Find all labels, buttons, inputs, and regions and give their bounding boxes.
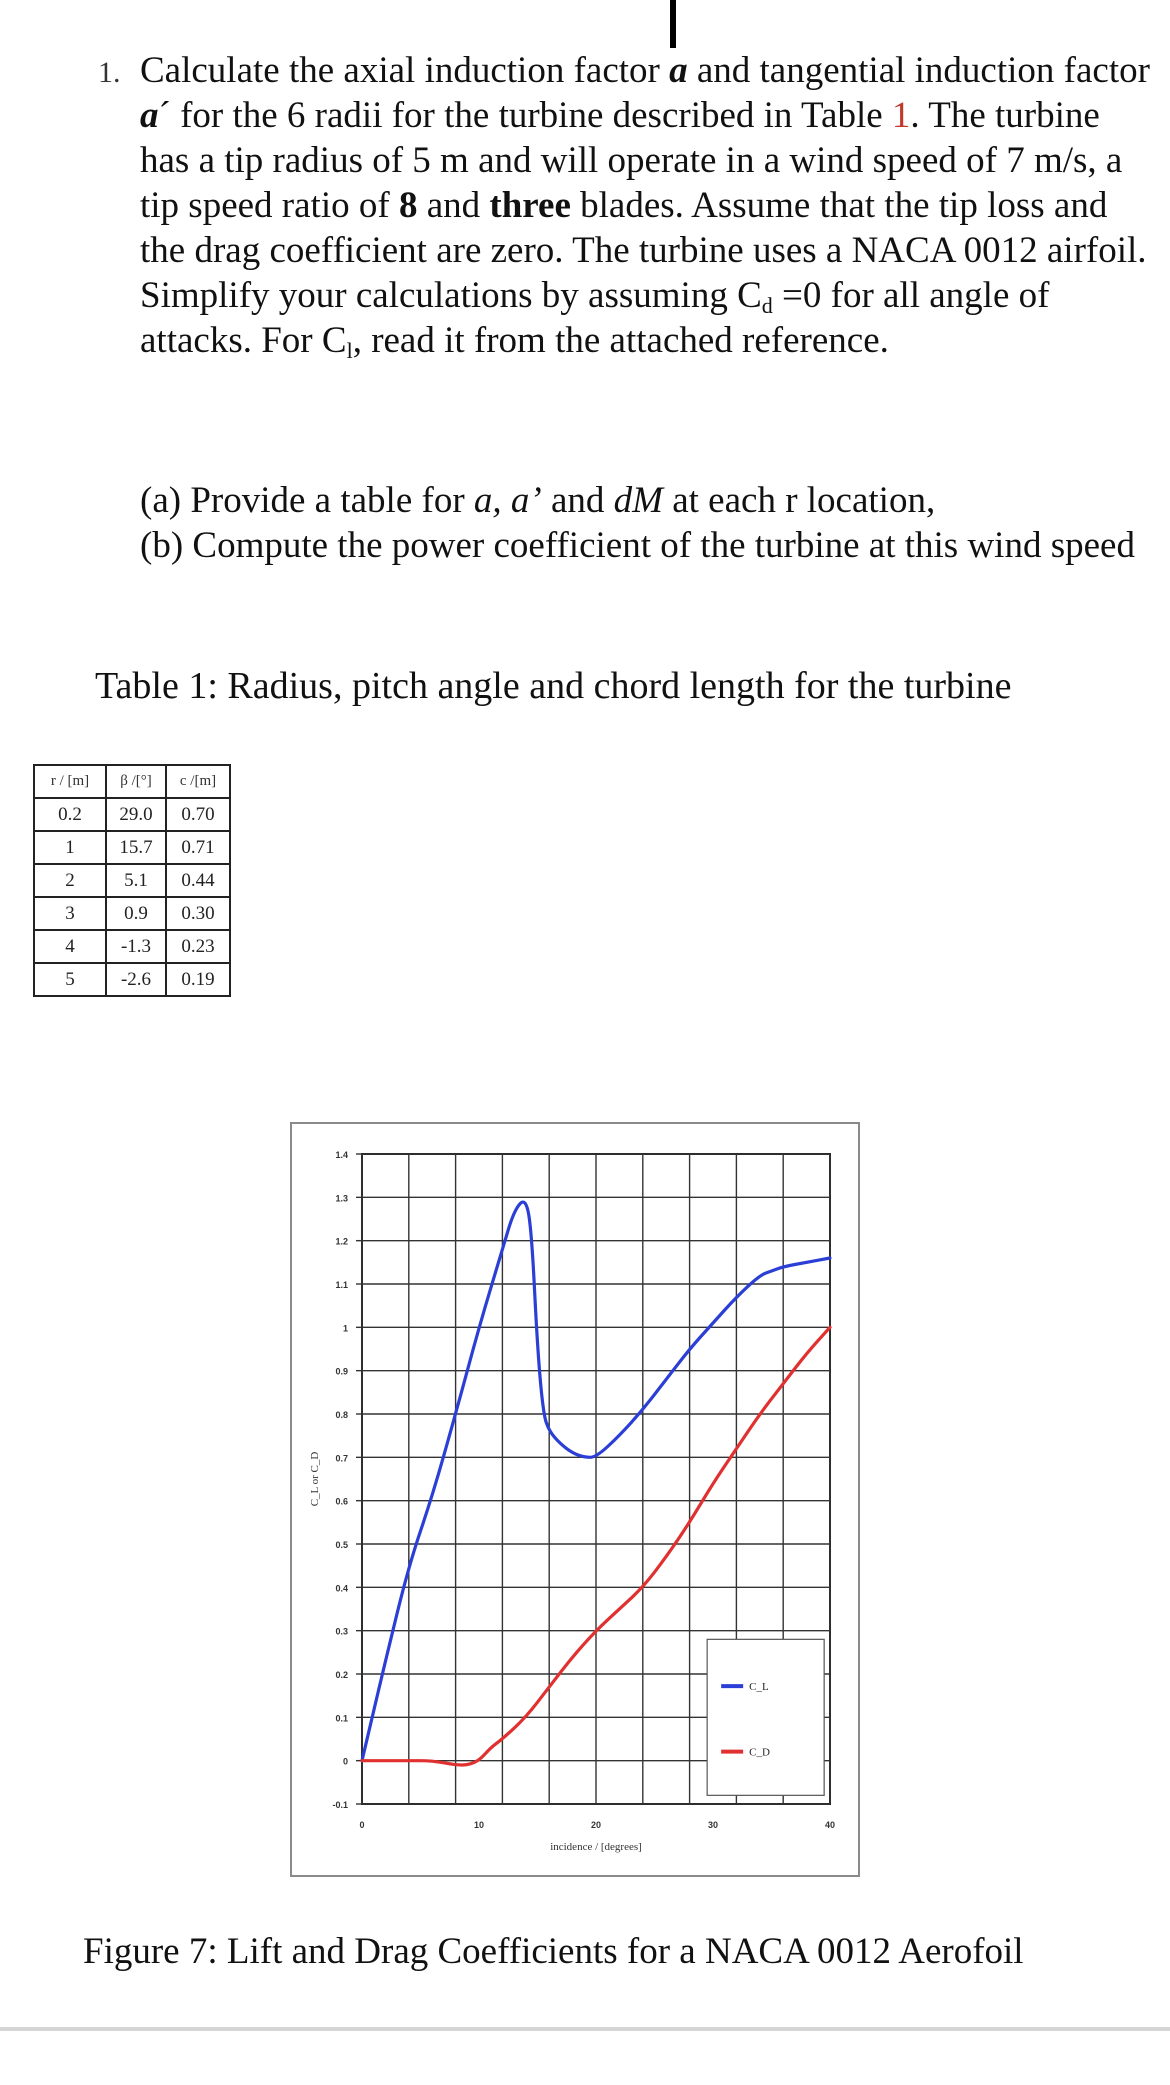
turbine-table [33, 764, 231, 997]
part-a-dm: dM [613, 480, 663, 521]
question-text-part: and tangential induction factor [687, 50, 1150, 91]
table-cell: 4 [34, 930, 106, 963]
table-header-chord: c /[m] [166, 765, 230, 798]
table-cell: 0.9 [106, 897, 166, 930]
tip-speed-ratio-value: 8 [398, 185, 418, 226]
table-cell: 1 [34, 831, 106, 864]
y-tick-label: 0.4 [335, 1583, 348, 1594]
table-cell: 0.71 [166, 831, 230, 864]
table-row [34, 831, 230, 864]
table-cell: 5 [34, 963, 106, 996]
y-axis-label: C_L or C_D [309, 1451, 321, 1507]
table-row [34, 864, 230, 897]
y-tick-label: 0.9 [335, 1366, 348, 1377]
question-text-part: for the 6 radii for the turbine described in Table [170, 95, 892, 136]
question-number: 1. [98, 56, 121, 89]
y-tick-label: -0.1 [332, 1800, 348, 1810]
table-cell: 2 [34, 864, 106, 897]
x-tick-label: 20 [590, 1820, 602, 1830]
table-cell: 0.70 [166, 798, 230, 831]
chart-canvas [292, 1124, 862, 1879]
y-tick-label: 0.3 [335, 1626, 348, 1637]
y-tick-label: 1.3 [335, 1193, 348, 1204]
y-tick-label: 0 [342, 1756, 348, 1767]
y-tick-label: 1 [342, 1323, 348, 1334]
var-a-prime: a [140, 95, 159, 136]
table-cell: -2.6 [106, 963, 166, 996]
table-cell: 0.19 [166, 963, 230, 996]
y-tick-label: 1.4 [335, 1150, 348, 1160]
table-header-pitch: β /[°] [106, 765, 166, 798]
table-row [34, 897, 230, 930]
table-cell: 0.2 [34, 798, 106, 831]
question-text [140, 48, 1158, 363]
question-text-part: . The turbine has a tip radius of 5 m and will operate in a wind speed of 7 m/s, a tip speed ratio of [140, 95, 1123, 226]
table-reference-link[interactable]: 1 [891, 95, 911, 136]
prime-mark: ´ [158, 95, 171, 136]
legend-label: C_D [749, 1746, 770, 1759]
question-text-part: Calculate the axial induction factor [140, 50, 670, 91]
y-tick-label: 0.7 [335, 1453, 348, 1464]
table-caption: Table 1: Radius, pitch angle and chord length for the turbine [95, 665, 1012, 707]
text-cursor [670, 0, 676, 48]
x-tick-label: 10 [473, 1820, 485, 1830]
part-a [140, 478, 1150, 523]
table-cell: 5.1 [106, 864, 166, 897]
part-a-text: (a) Provide a table for [140, 480, 474, 521]
table-header-radius: r / [m] [34, 765, 106, 798]
table-row [34, 798, 230, 831]
table-header-row [34, 765, 230, 798]
part-a-text: and [541, 480, 614, 521]
y-tick-label: 0.5 [335, 1540, 348, 1550]
part-b: (b) Compute the power coefficient of the turbine at this wind speed [140, 525, 1135, 566]
question-text-part: , read it from the attached reference. [352, 320, 889, 361]
lift-drag-chart [290, 1122, 860, 1877]
x-tick-label: 40 [824, 1820, 836, 1830]
question-parts [140, 478, 1150, 568]
table-cell: 0.30 [166, 897, 230, 930]
table-row [34, 963, 230, 996]
y-tick-label: 0.1 [335, 1713, 348, 1724]
table-cell: 29.0 [106, 798, 166, 831]
cl-subscript: l [346, 338, 353, 363]
divider [0, 2027, 1170, 2031]
question-block [98, 48, 1158, 363]
figure-caption: Figure 7: Lift and Drag Coefficients for a NACA 0012 Aerofoil [83, 1931, 1024, 1972]
blade-count-word: three [489, 185, 571, 226]
question-text-part: and [417, 185, 490, 226]
y-tick-label: 1.1 [335, 1280, 348, 1290]
table-cell: 0.44 [166, 864, 230, 897]
x-tick-label: 0 [359, 1820, 365, 1830]
y-tick-label: 0.8 [335, 1410, 348, 1420]
cd-subscript: d [761, 293, 773, 318]
x-tick-label: 30 [707, 1820, 719, 1830]
y-tick-label: 0.6 [335, 1496, 348, 1507]
table-row [34, 930, 230, 963]
y-tick-label: 0.2 [335, 1670, 348, 1680]
part-a-text: at each r location, [662, 480, 936, 521]
question-text-part: blades. Assume that the tip loss and the drag coefficient are zero. The turbine uses a NACA 0012 airfoil. Simplify your calculations by assuming C [140, 185, 1147, 316]
legend-label: C_L [749, 1681, 769, 1694]
question-text-part: =0 for all angle of attacks. For C [140, 275, 1050, 361]
table-cell: 15.7 [106, 831, 166, 864]
table-cell: -1.3 [106, 930, 166, 963]
y-tick-label: 1.2 [335, 1236, 348, 1247]
table-cell: 3 [34, 897, 106, 930]
table-cell: 0.23 [166, 930, 230, 963]
legend-box [707, 1639, 824, 1795]
part-a-vars: a, a’ [473, 480, 542, 521]
var-a: a [669, 50, 688, 91]
x-axis-label: incidence / [degrees] [550, 1841, 642, 1853]
